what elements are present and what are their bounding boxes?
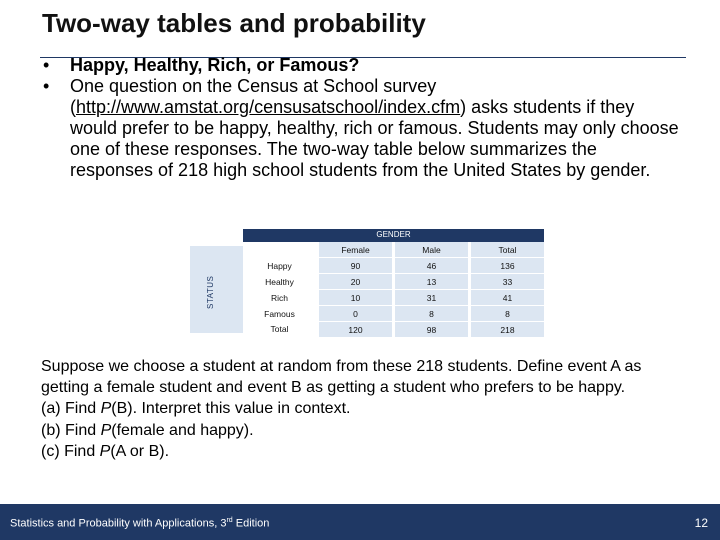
- part-a-p: P: [100, 400, 112, 418]
- gender-axis-label: GENDER: [376, 230, 411, 239]
- table-cell: 46: [394, 258, 470, 274]
- book-title-end: Edition: [232, 517, 270, 530]
- part-b-suffix: (female and happy).: [111, 421, 254, 439]
- table-row: [243, 274, 544, 290]
- table-cell: 136: [470, 258, 545, 274]
- question-block: [41, 356, 681, 462]
- table-cell: 98: [394, 322, 470, 338]
- table-row: [243, 322, 544, 338]
- table-cell: 8: [394, 306, 470, 322]
- row-label: Happy: [267, 260, 292, 271]
- table-row: [243, 290, 544, 306]
- row-label: Healthy: [265, 276, 294, 287]
- footer-bar: [0, 504, 720, 540]
- gender-header-bar: [243, 229, 544, 242]
- question-part-a: [41, 398, 681, 419]
- table-cell: 13: [394, 274, 470, 290]
- table-grid: [243, 242, 544, 337]
- bullet-marker: •: [43, 76, 50, 96]
- table-cell: 31: [394, 290, 470, 306]
- table-row: [243, 258, 544, 274]
- row-label: Famous: [264, 308, 295, 319]
- slide-title: Two-way tables and probability: [42, 8, 426, 38]
- question-part-b: [41, 420, 681, 441]
- table-cell: 20: [318, 274, 394, 290]
- part-a-prefix: (a) Find: [41, 400, 101, 418]
- row-label: Total: [270, 324, 289, 335]
- status-axis-bar: [190, 246, 243, 333]
- table-cell: 10: [318, 290, 394, 306]
- bullet-question-text: Happy, Healthy, Rich, or Famous?: [70, 55, 360, 75]
- row-label: Rich: [270, 292, 288, 303]
- footer-book-title: [10, 517, 269, 530]
- table-cell: 0: [318, 306, 394, 322]
- column-header: Male: [394, 242, 470, 258]
- table-header-row: [243, 242, 544, 258]
- part-c-suffix: (A or B).: [110, 442, 170, 460]
- two-way-table: [190, 229, 544, 333]
- book-title-sup: rd: [226, 517, 233, 524]
- book-title-start: Statistics and Probability with Applications, 3: [10, 517, 227, 530]
- table-row: [243, 306, 544, 322]
- question-part-c: [41, 441, 681, 462]
- table-cell: 41: [470, 290, 545, 306]
- question-intro: Suppose we choose a student at random from these 218 students. Define event A as getting a female student and event B as getting a student who prefers to be happy.: [41, 358, 642, 397]
- bullet-survey-text-start: One question on the Census at School survey (: [70, 76, 437, 117]
- table-corner: [243, 242, 318, 258]
- census-link[interactable]: http://www.amstat.org/censusatschool/index.cfm: [76, 97, 461, 117]
- column-header: Total: [470, 242, 545, 258]
- part-b-prefix: (b) Find: [41, 421, 101, 439]
- bullet-marker: •: [43, 55, 50, 75]
- column-header: Female: [318, 242, 394, 258]
- status-axis-label: STATUS: [206, 275, 215, 309]
- table-cell: 33: [470, 274, 545, 290]
- table-cell: 90: [318, 258, 394, 274]
- bullet-item-question: [43, 55, 683, 76]
- bullet-list: [43, 55, 683, 181]
- bullet-item-survey: [43, 76, 683, 181]
- part-c-p: P: [99, 442, 111, 460]
- table-cell: 218: [470, 322, 545, 338]
- page-number: 12: [694, 516, 708, 530]
- part-c-prefix: (c) Find: [41, 442, 100, 460]
- table-cell: 120: [318, 322, 394, 338]
- part-b-p: P: [100, 421, 112, 439]
- table-cell: 8: [470, 306, 545, 322]
- bullet-survey-text-end: ) asks students if they would prefer to be happy, healthy, rich or famous. Students may only choose one of these responses. The two-way table below summarizes the responses of 218 high school students from the United States by gender.: [70, 97, 679, 180]
- part-a-suffix: (B). Interpret this value in context.: [111, 400, 351, 418]
